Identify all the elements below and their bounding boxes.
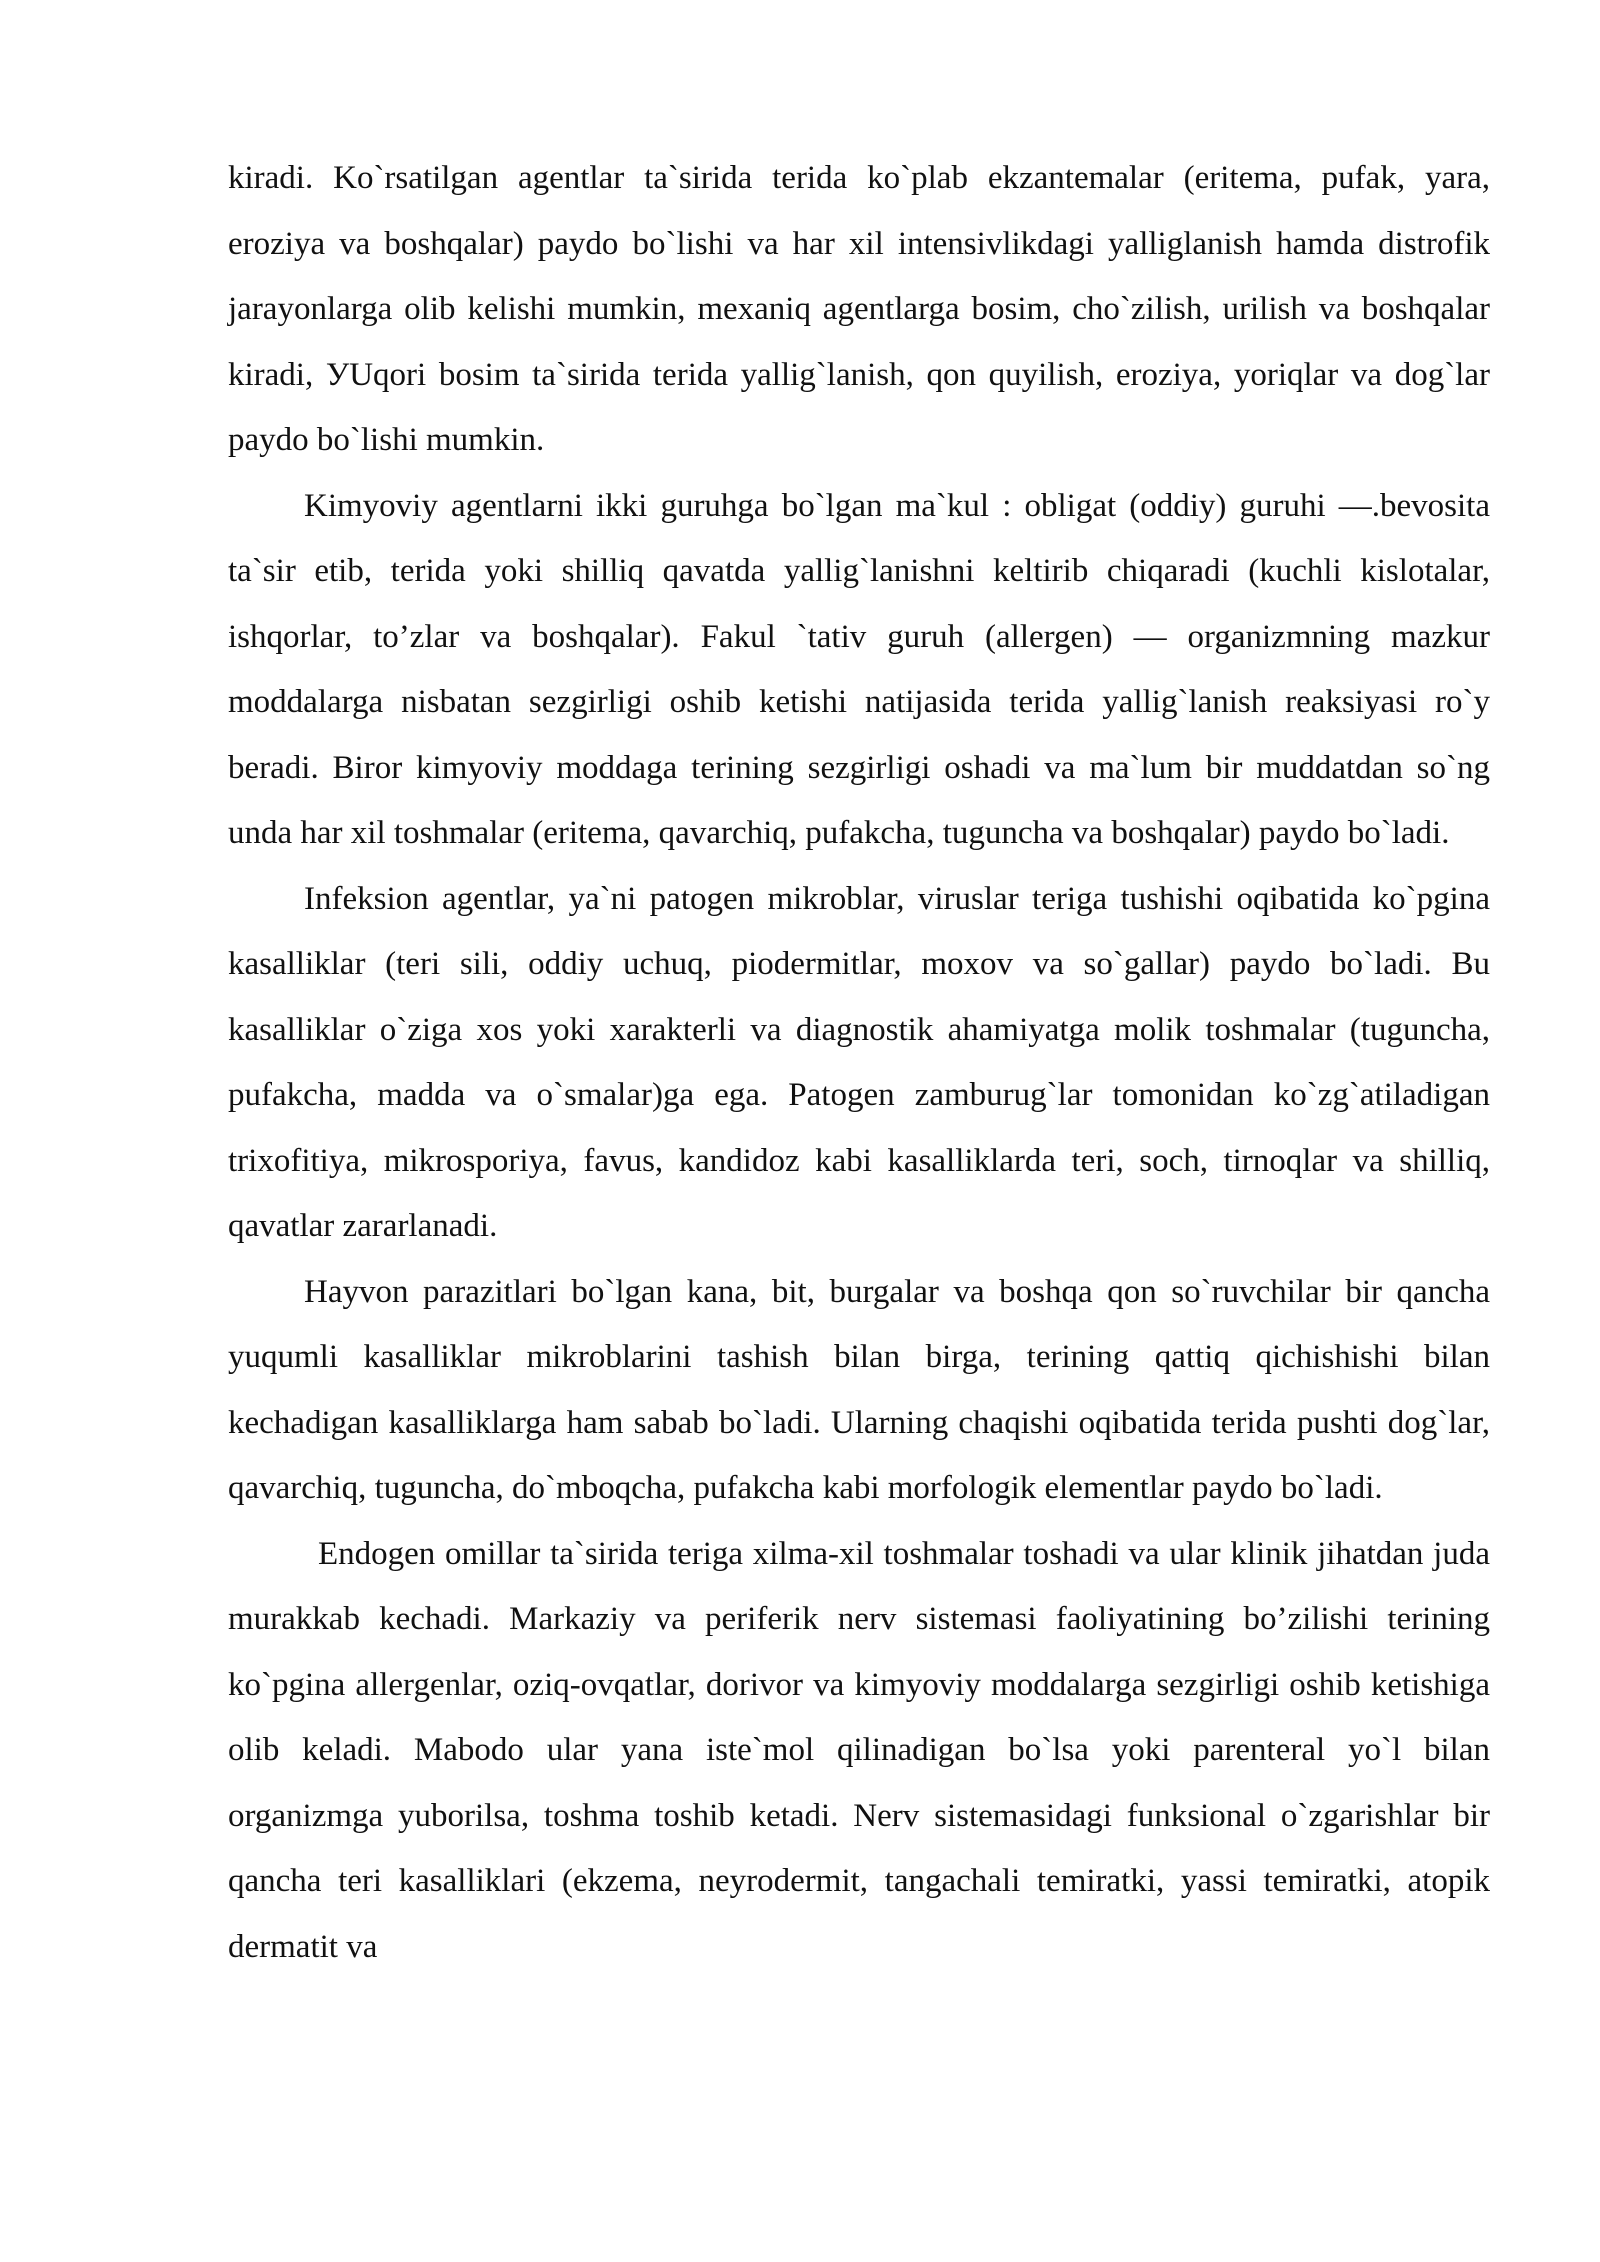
paragraph-animal-parasites: Hayvon parazitlari bo`lgan kana, bit, burgalar va boshqa qon so`ruvchilar bir qancha yuqumli kasalliklar mikroblarini tashish bilan birga, terining qattiq qichishishi bilan kechadigan kasalliklarga ham sabab bo`ladi. Ularning chaqishi oqibatida terida pushti dog`lar, qavarchiq, tuguncha, do`mboqcha, pufakcha kabi morfologik elementlar paydo bo`ladi. xyxy=(228,1273,1490,1506)
paragraph-continued: kiradi. Ko`rsatilgan agentlar ta`sirida terida ko`plab ekzantemalar (eritema, pufak, yara, eroziya va boshqalar) paydo bo`lishi va har xil intensivlikdagi yalliglanish hamda distrofik jarayonlarga olib kelishi mumkin, mexaniq agentlarga bosim, cho`zilish, urilish va boshqalar kiradi, УUqori bosim ta`sirida terida yallig`lanish, qon quyilish, eroziya, yoriqlar va dog`lar paydo bo`lishi mumkin. xyxy=(228,160,1490,458)
paragraph-chemical-agents: Kimyoviy agentlarni ikki guruhga bo`lgan ma`kul : obligat (oddiy) guruhi —.bevosita ta`sir etib, terida yoki shilliq qavatda yallig`lanishni keltirib chiqaradi (kuchli kislotalar, ishqorlar, to’zlar va boshqalar). Fakul `tativ guruh (allergen) — organizmning mazkur moddalarga nisbatan sezgirligi oshib ketishi natijasida terida yallig`lanish reaksiyasi ro`y beradi. Biror kimyoviy moddaga terining sezgirligi oshadi va ma`lum bir muddatdan so`ng unda har xil toshmalar (eritema, qavarchiq, pufakcha, tuguncha va boshqalar) paydo bo`ladi. xyxy=(228,487,1490,851)
document-body xyxy=(228,146,1490,1980)
paragraph-infectious-agents: Infeksion agentlar, ya`ni patogen mikroblar, viruslar teriga tushishi oqibatida ko`pgina kasalliklar (teri sili, oddiy uchuq, piodermitlar, moxov va so`gallar) paydo bo`ladi. Bu kasalliklar o`ziga xos yoki xarakterli va diagnostik ahamiyatga molik toshmalar (tuguncha, pufakcha, madda va o`smalar)ga ega. Patogen zamburug`lar tomonidan ko`zg`atiladigan trixofitiya, mikrosporiya, favus, kandidoz kabi kasalliklarda teri, soch, tirnoqlar va shilliq, qavatlar zararlanadi. xyxy=(228,880,1490,1244)
paragraph-endogenous-factors: Endogen omillar ta`sirida teriga xilma-xil toshmalar toshadi va ular klinik jihatdan juda murakkab kechadi. Markaziy va periferik nerv sistemasi faoliyatining bo’zilishi terining ko`pgina allergenlar, oziq-ovqatlar, dorivor va kimyoviy moddalarga sezgirligi oshib ketishiga olib keladi. Mabodo ular yana iste`mol qilinadigan bo`lsa yoki parenteral yo`l bilan organizmga yuborilsa, toshma toshib ketadi. Nerv sistemasidagi funksional o`zgarishlar bir qancha teri kasalliklari (ekzema, neyrodermit, tangachali temiratki, yassi temiratki, atopik dermatit va xyxy=(228,1535,1490,1965)
